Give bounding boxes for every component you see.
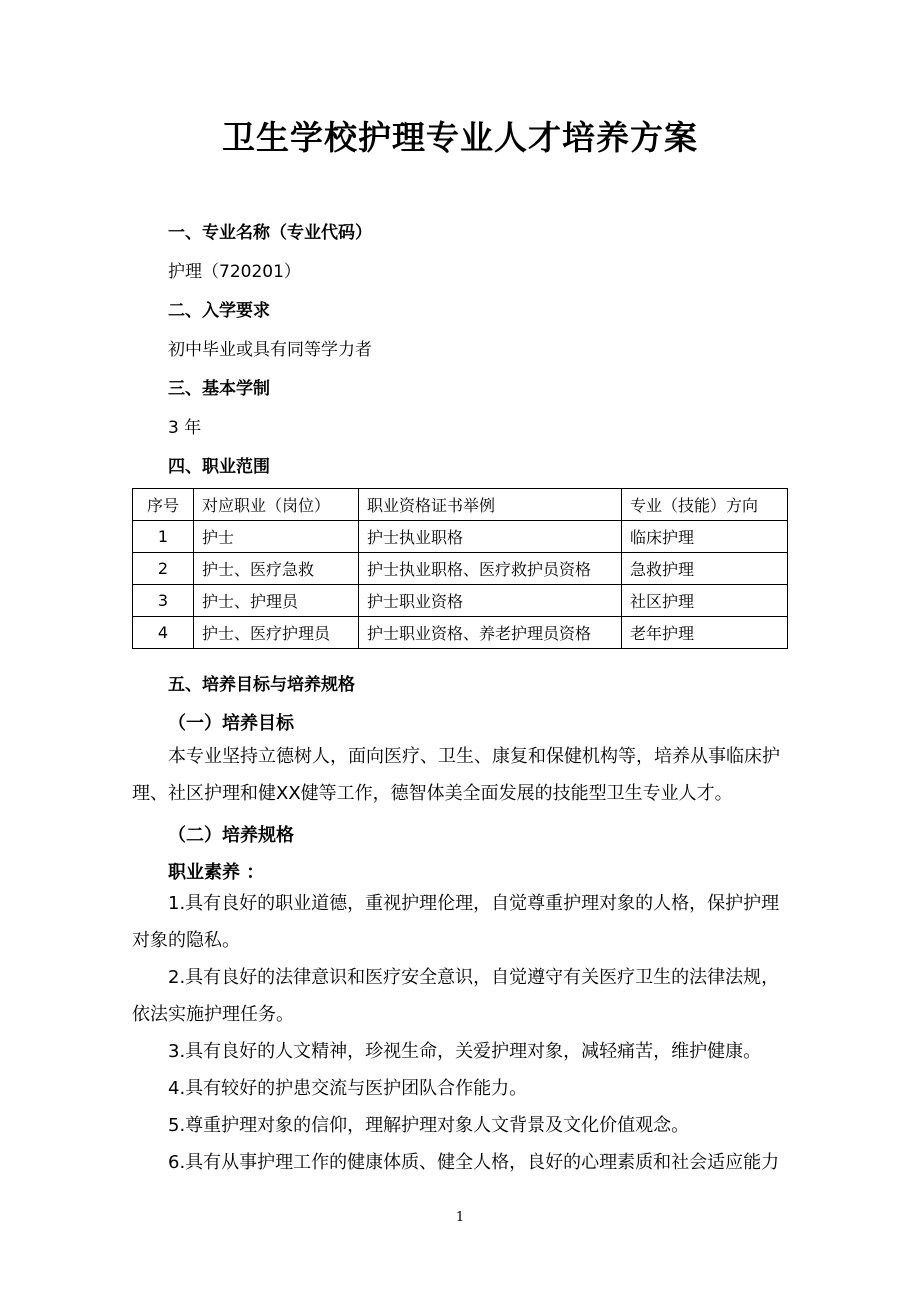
table-cell: 护士职业资格、养老护理员资格 xyxy=(359,617,622,649)
table-cell: 护士职业资格 xyxy=(359,585,622,617)
quality-item-text: 6.具有从事护理工作的健康体质、健全人格，良好的心理素质和社会适应能力 xyxy=(168,1152,780,1173)
table-header-cell: 职业资格证书举例 xyxy=(359,489,622,521)
table-header-cell: 序号 xyxy=(133,489,194,521)
section-2-body: 初中毕业或具有同等学力者 xyxy=(168,340,372,360)
occupation-table xyxy=(132,488,788,649)
quality-item-6 xyxy=(132,1144,792,1181)
page-number: 1 xyxy=(455,1210,465,1225)
section-1-body: 护理（720201） xyxy=(168,262,301,282)
table-row xyxy=(133,521,788,553)
table-header-row xyxy=(133,489,788,521)
section-5-sub1-heading: （一）培养目标 xyxy=(168,713,294,734)
quality-item-2 xyxy=(132,959,792,1033)
table-cell: 急救护理 xyxy=(622,553,788,585)
quality-item-4 xyxy=(132,1070,792,1107)
table-cell: 护士执业职格 xyxy=(359,521,622,553)
section-4-heading: 四、职业范围 xyxy=(168,457,270,477)
table-cell: 护士、医疗急救 xyxy=(194,553,359,585)
table-cell: 护士、护理员 xyxy=(194,585,359,617)
quality-item-1 xyxy=(132,885,792,959)
table-cell: 2 xyxy=(133,553,194,585)
table-cell: 老年护理 xyxy=(622,617,788,649)
table-cell: 护士、医疗护理员 xyxy=(194,617,359,649)
section-1-heading: 一、专业名称（专业代码） xyxy=(168,223,372,243)
section-3-body: 3 年 xyxy=(168,418,202,438)
quality-item-text: 2.具有良好的法律意识和医疗安全意识，自觉遵守有关医疗卫生的法律法规，依法实施护理任务。 xyxy=(132,967,780,1025)
table-cell: 4 xyxy=(133,617,194,649)
table-cell: 护士 xyxy=(194,521,359,553)
section-5-heading: 五、培养目标与培养规格 xyxy=(168,675,355,695)
table-header-cell: 专业（技能）方向 xyxy=(622,489,788,521)
quality-item-text: 5.尊重护理对象的信仰，理解护理对象人文背景及文化价值观念。 xyxy=(168,1115,690,1136)
table-row xyxy=(133,553,788,585)
training-goal-paragraph xyxy=(132,738,792,812)
quality-heading: 职业素养 ： xyxy=(168,862,265,883)
quality-item-5 xyxy=(132,1107,792,1144)
section-2-heading: 二、入学要求 xyxy=(168,301,270,321)
table-cell: 1 xyxy=(133,521,194,553)
quality-item-3 xyxy=(132,1033,792,1070)
document-title: 卫生学校护理专业人才培养方案 xyxy=(222,118,698,157)
table-row xyxy=(133,585,788,617)
table-cell: 护士执业职格、医疗救护员资格 xyxy=(359,553,622,585)
quality-item-text: 3.具有良好的人文精神，珍视生命，关爱护理对象，减轻痛苦，维护健康。 xyxy=(168,1041,762,1062)
quality-item-text: 1.具有良好的职业道德，重视护理伦理，自觉尊重护理对象的人格，保护护理对象的隐私。 xyxy=(132,893,780,951)
table-cell: 社区护理 xyxy=(622,585,788,617)
training-goal-text: 本专业坚持立德树人，面向医疗、卫生、康复和保健机构等，培养从事临床护理、社区护理和健XX健等工作，德智体美全面发展的技能型卫生专业人才。 xyxy=(132,746,780,804)
table-row xyxy=(133,617,788,649)
section-3-heading: 三、基本学制 xyxy=(168,379,270,399)
quality-item-text: 4.具有较好的护患交流与医护团队合作能力。 xyxy=(168,1078,528,1099)
section-5-sub2-heading: （二）培养规格 xyxy=(168,825,294,846)
table-cell: 3 xyxy=(133,585,194,617)
table-cell: 临床护理 xyxy=(622,521,788,553)
table-header-cell: 对应职业（岗位） xyxy=(194,489,359,521)
